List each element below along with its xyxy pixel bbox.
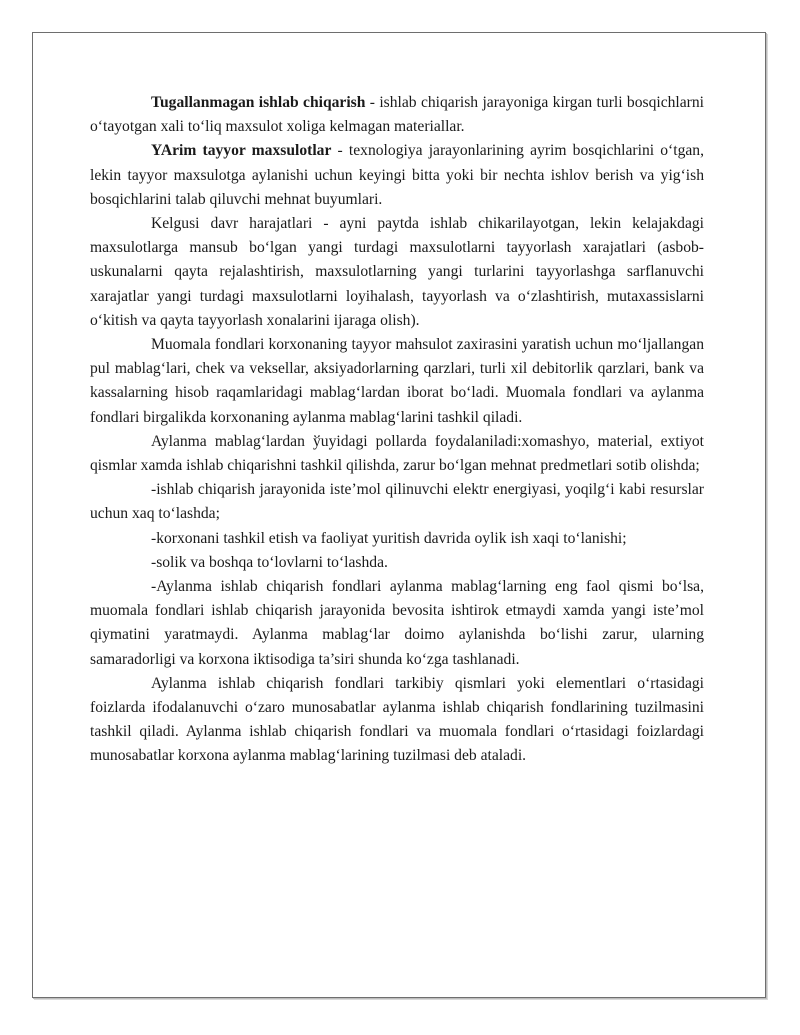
paragraph-tax-payments: -solik va boshqa to‘lovlarni to‘lashda. [151,553,388,571]
term-semi-finished-products: YArim tayyor maxsulotlar [151,142,332,160]
paragraph-working-capital-activity: -Aylanma ishlab chiqarish fondlari aylanma mablag‘larning eng faol qismi bo‘lsa, muomala fondlari ishlab chiqarish jarayonida bevosita ishtirok etmaydi xamda yangi iste’mol qiymatini yaratmaydi. Aylanma mablag‘lar doimo aylanishda bo‘lishi zarur, ularning samaradorligi va korxona iktisodiga ta’siri shunda ko‘zga tashlanadi. [90,578,704,668]
paragraph-incomplete-production [90,91,704,139]
paragraph-energy-payments: -ishlab chiqarish jarayonida iste’mol qilinuvchi elektr energiyasi, yoqilg‘i kabi resurslar uchun xaq to‘lashda; [90,481,704,523]
paragraph-circulation-funds: Muomala fondlari korxonaning tayyor mahsulot zaxirasini yaratish uchun mo‘ljallangan pul mablag‘lari, chek va veksellar, aksiyadorlarning qarzlari, turli xil debitorlik qarzlari, bank va kassalarning hisob raqamlaridagi mablag‘lardan iborat bo‘ladi. Muomala fondlari va aylanma fondlari birgalikda korxonaning aylanma mablag‘larini tashkil qiladi. [90,336,704,426]
paragraph-working-capital-uses: Aylanma mablag‘lardan ўuyidagi pollarda foydalaniladi:xomashyo, material, extiyot qismlar xamda ishlab chiqarishni tashkil qilishda, zarur bo‘lgan mehnat predmetlari sotib olishda; [90,432,704,475]
term-incomplete-production: Tugallanmagan ishlab chiqarish [151,94,366,111]
definition-semi-finished-products: - texnologiya jarayonlarining ayrim bosqichlarini o‘tgan, lekin tayyor maxsulotga aylanishi uchun keyingi bitta yoki bir nechta ishlov berish va yig‘ish bosqichlarini talab qiluvchi mehnat buyumlari. [90,142,704,208]
paragraph-wage-payments: -korxonani tashkil etish va faoliyat yuritish davrida oylik ish xaqi to‘lanishi; [151,529,627,547]
paragraph-working-capital-structure: Aylanma ishlab chiqarish fondlari tarkibiy qismlari yoki elementlari o‘rtasidagi foizlarda ifodalanuvchi o‘zaro munosabatlar aylanma ishlab chiqarish fondlarining tuzilmasini tashkil qiladi. Aylanma ishlab chiqarish fondlari va muomala fondlari o‘rtasidagi foizlardagi munosabatlar korxona aylanma mablag‘larining tuzilmasi deb ataladi. [90,674,704,765]
definition-incomplete-production: - ishlab chiqarish jarayoniga kirgan turli bosqichlarni o‘tayotgan xali to‘liq maxsulot xoliga kelmagan materiallar. [90,94,704,136]
paragraph-semi-finished-products [90,139,704,212]
paragraph-future-period-expenses: Kelgusi davr harajatlari - ayni paytda ishlab chikarilayotgan, lekin kelajakdagi maxsulotlarga mansub bo‘lgan yangi turdagi maxsulotlarni tayyorlash xarajatlari (asbob-uskunalarni qayta rejalashtirish, maxsulotlarning yangi turlarini tayyorlashga sarflanuvchi xarajatlar yangi turdagi maxsulotlarni loyihalash, tayyorlash va o‘zlashtirish, mutaxassislarni o‘kitish va qayta tayyorlash xonalarini ijaraga olish). [90,215,704,329]
document-body [90,91,704,769]
